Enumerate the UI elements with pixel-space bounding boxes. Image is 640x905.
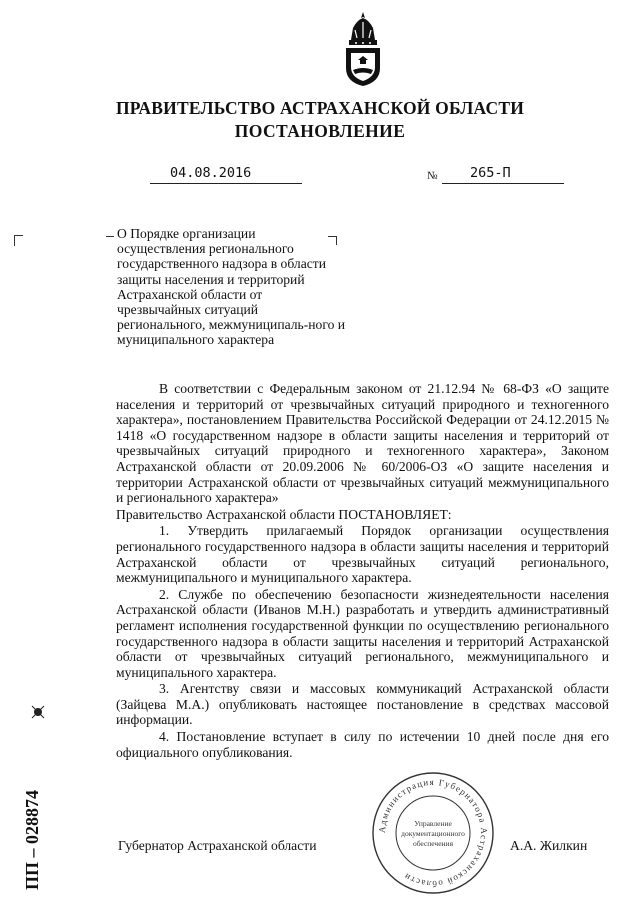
item-paragraph-2: 2. Службе по обеспечению безопасности жизнедеятельности населения Астраханской области (Иванов М.Н.) разработать и утвердить административный регламент исполнения государственной функции по осуществлению регионального государственного надзора в области защиты населения и территорий Астраханской области от чрезвычайных ситуаций регионального, межмуниципального и муниципального характера. xyxy=(116,586,609,680)
document-subject: О Порядке организации осуществления регионального государственного надзора в области защиты населения и территорий Астраханской области от чрезвычайных ситуаций регионального, межмуниципаль-ного и муниципального характера xyxy=(117,226,346,348)
signatory-name: А.А. Жилкин xyxy=(510,838,588,853)
serial-code xyxy=(8,700,62,890)
seal-center-line-3: обеспечения xyxy=(412,839,454,848)
preamble-paragraph: В соответствии с Федеральным законом от 21.12.94 № 68-ФЗ «О защите населения и территорий от чрезвычайных ситуаций природного и техногенного характера», постановлением Правительства Российской Федерации от 24.12.2015 № 1418 «О государственном надзоре в области защиты населения и территорий от чрезвычайных ситуаций природного и техногенного характера», Законом Астраханской области от 20.09.2006 № 60/2006-ОЗ «О защите населения и территории Астраханской области от чрезвычайных ситуаций межмуниципального и регионального характера» xyxy=(116,381,609,506)
small-emblem-icon xyxy=(32,706,44,718)
item-paragraph-4: 4. Постановление вступает в силу по истечении 10 дней после дня его официального опубликования. xyxy=(116,729,609,760)
item-paragraph-1: 1. Утвердить прилагаемый Порядок организации осуществления регионального государственного надзора в области защиты населения и территорий Астраханской области от чрезвычайных ситуаций регионального, межмуниципального и муниципального характера. xyxy=(116,523,609,586)
serial-code-text: ПП – 028874 xyxy=(22,789,42,890)
seal-center-line-1: Управление xyxy=(414,819,452,828)
document-body xyxy=(116,381,609,761)
margin-corner-mark xyxy=(14,235,23,246)
decree-line: Правительство Астраханской области ПОСТАНОВЛЯЕТ: xyxy=(116,506,452,522)
number-underline xyxy=(442,183,564,184)
number-sign: № xyxy=(427,170,438,182)
government-title: ПРАВИТЕЛЬСТВО АСТРАХАНСКОЙ ОБЛАСТИ xyxy=(115,98,525,118)
coat-of-arms-emblem xyxy=(338,10,388,88)
date-underline xyxy=(150,183,302,184)
seal-center-line-2: документационного xyxy=(401,829,465,838)
document-date: 04.08.2016 xyxy=(170,165,252,181)
subject-corner-left xyxy=(106,236,114,245)
seal-ring-text: Администрация Губернатора Астраханской области xyxy=(376,776,490,890)
item-paragraph-3: 3. Агентству связи и массовых коммуникаций Астраханской области (Зайцева М.А.) опубликовать настоящее постановление в средствах массовой информации. xyxy=(116,681,609,728)
signatory-position: Губернатор Астраханской области xyxy=(118,838,317,853)
document-type-title: ПОСТАНОВЛЕНИЕ xyxy=(234,121,406,141)
document-number: 265-П xyxy=(470,165,511,181)
official-seal-stamp xyxy=(370,770,496,896)
